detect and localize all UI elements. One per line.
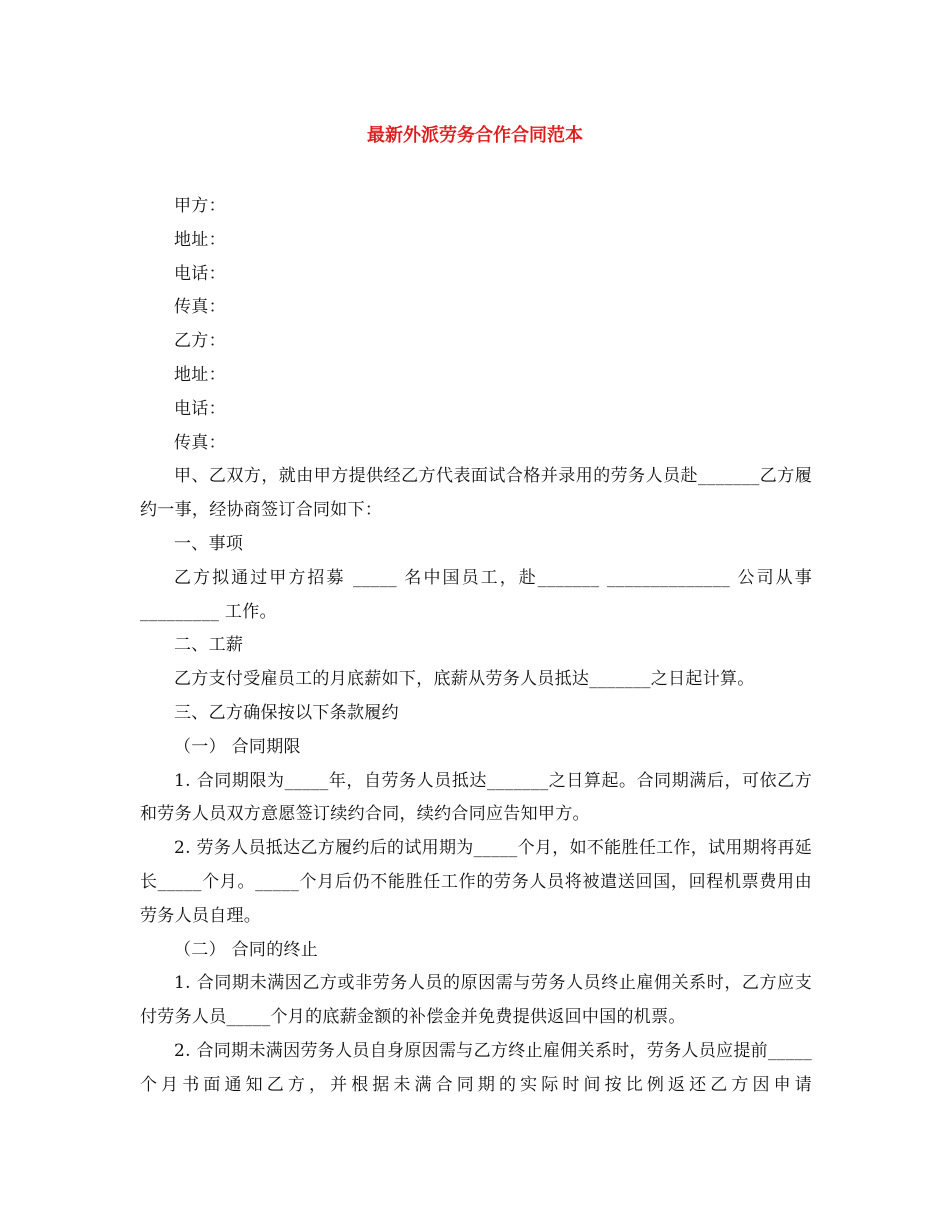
term-clause-1: 1. 合同期限为_____年，自劳务人员抵达_______之日算起。合同期满后，可依乙方和劳务人员双方意愿签订续约合同，续约合同应告知甲方。 [140,770,812,825]
section-heading-matters: 一、事项 [174,533,244,554]
term-clause-2: 2. 劳务人员抵达乙方履约后的试用期为_____个月，如不能胜任工作，试用期将再延长_____个月。_____个月后仍不能胜任工作的劳务人员将被遣送回国，回程机票费用由劳务人员自理。 [140,838,812,926]
subsection-heading-termination: （二） 合同的终止 [174,939,319,960]
party-a-label: 甲方： [174,196,226,216]
termination-clause-2: 2. 合同期未满因劳务人员自身原因需与乙方终止雇佣关系时，劳务人员应提前_____个月书面通知乙方，并根据未满合同期的实际时间按比例返还乙方因申请 [140,1040,812,1095]
subsection-heading-term: （一） 合同期限 [174,736,301,757]
party-b-phone-label: 电话： [174,398,226,419]
party-b-address-label: 地址： [174,364,226,385]
party-a-address-label: 地址： [174,229,226,250]
matters-paragraph: 乙方拟通过甲方招募 _____ 名中国员工，赴_______ ______________ 公司从事 _________ 工作。 [140,567,818,622]
section-heading-salary: 二、工薪 [174,635,244,656]
party-a-fax-label: 传真： [174,297,226,318]
party-b-fax-label: 传真： [174,432,226,453]
document-title: 最新外派劳务合作合同范本 [367,125,583,146]
party-b-label: 乙方： [174,331,226,352]
party-a-phone-label: 电话： [174,263,226,284]
termination-clause-1: 1. 合同期未满因乙方或非劳务人员的原因需与劳务人员终止雇佣关系时，乙方应支付劳务人员_____个月的底薪金额的补偿金并免费提供返回中国的机票。 [140,973,812,1028]
preamble-paragraph: 甲、乙双方，就由甲方提供经乙方代表面试合格并录用的劳务人员赴_______乙方履约一事，经协商签订合同如下： [140,466,812,521]
document-body [140,190,818,1103]
section-heading-obligations: 三、乙方确保按以下条款履约 [174,702,399,723]
salary-paragraph: 乙方支付受雇员工的月底薪如下，底薪从劳务人员抵达_______之日起计算。 [174,669,755,690]
